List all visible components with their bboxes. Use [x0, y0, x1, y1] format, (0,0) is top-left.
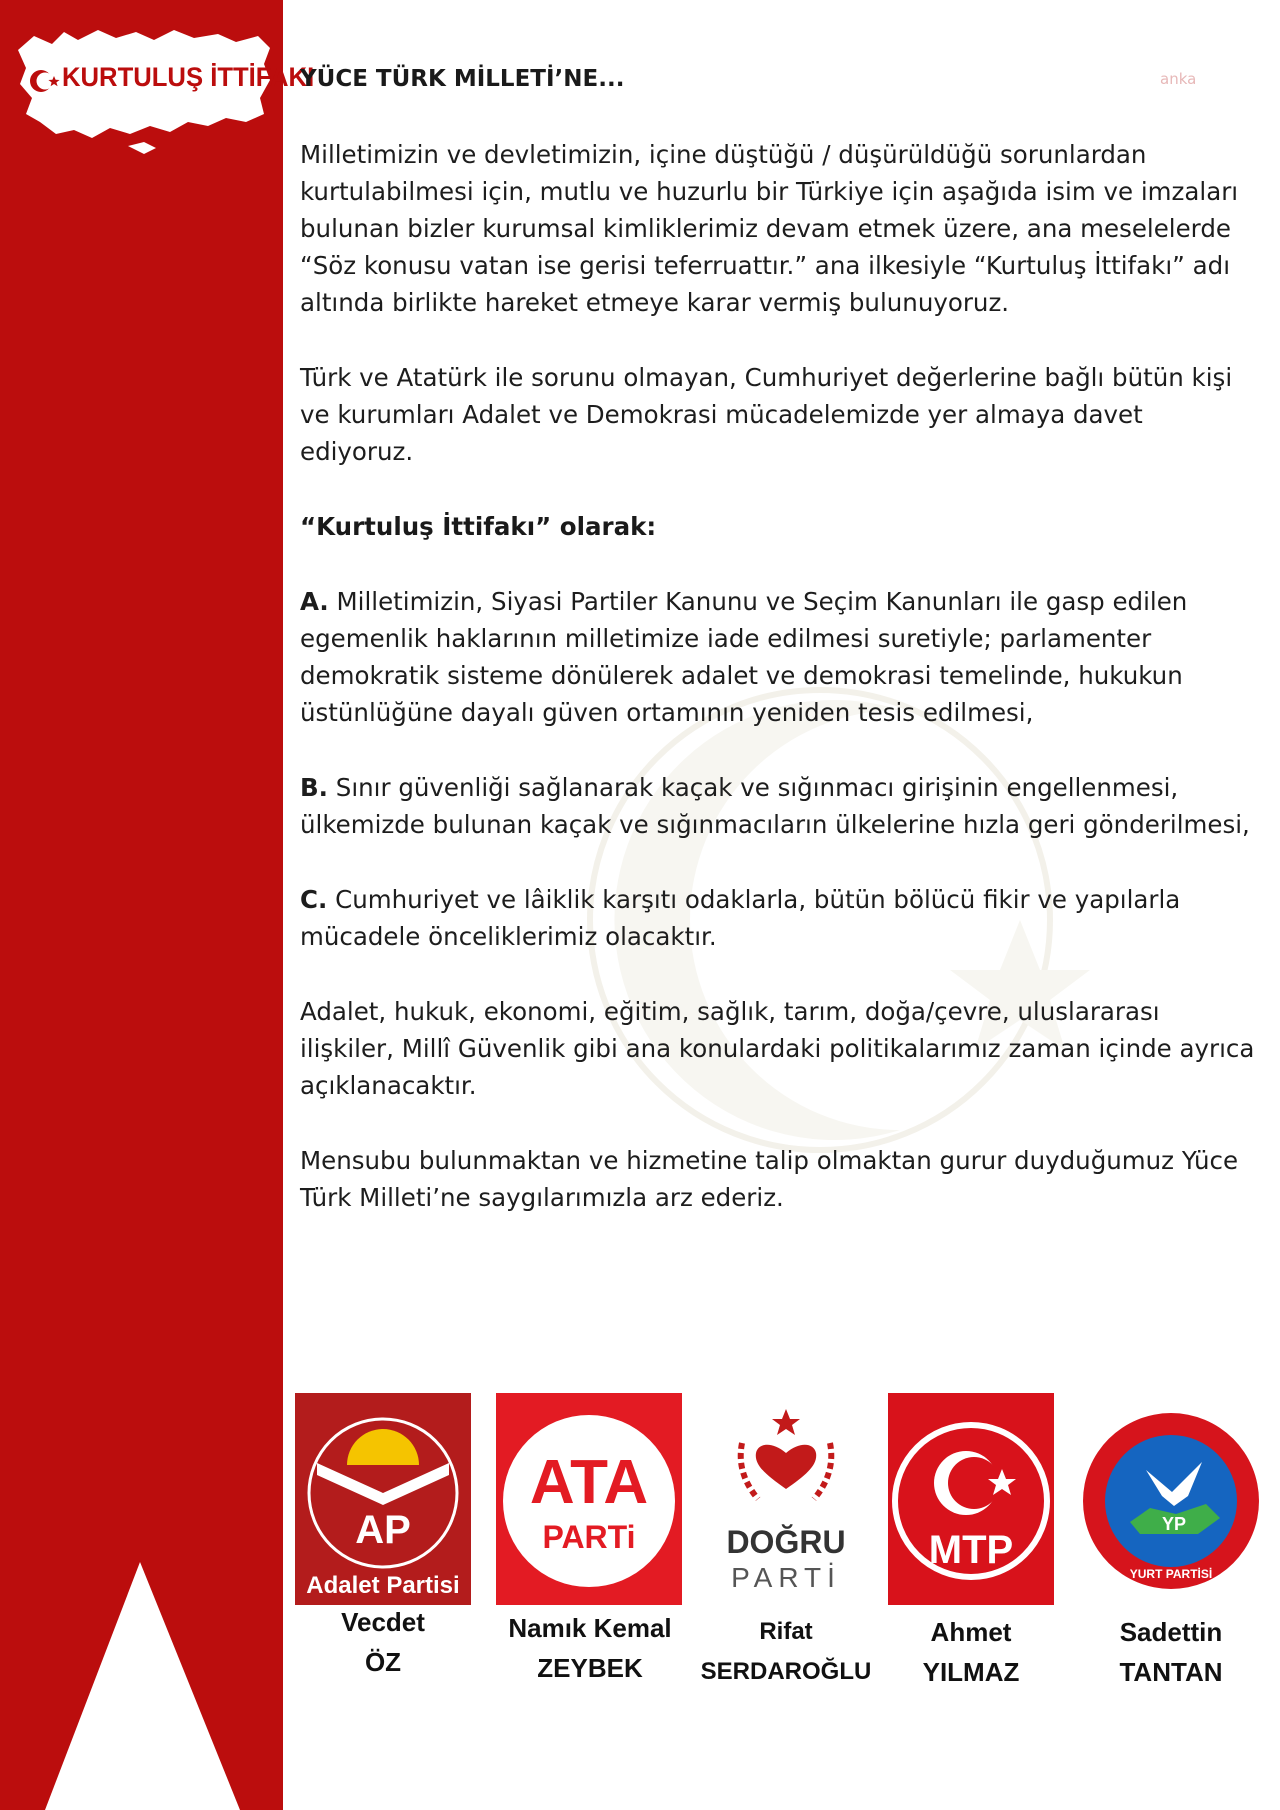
- item-a: [300, 583, 1260, 731]
- signatory-1-last: ÖZ: [364, 1647, 402, 1677]
- yp-abbr: YP: [1161, 1514, 1187, 1534]
- signatory-4-first: Ahmet: [930, 1617, 1012, 1647]
- signatory-3: [686, 1612, 886, 1692]
- page-title: YÜCE TÜRK MİLLETİ’NE...: [300, 66, 625, 92]
- logo-text: KURTULUŞ İTTİFAKI: [62, 62, 315, 92]
- mtp-logo: [888, 1393, 1054, 1605]
- signatory-2: [480, 1608, 700, 1688]
- item-b-label: B.: [300, 773, 328, 802]
- signatory-5: [1080, 1612, 1262, 1692]
- ap-full: Adalet Partisi: [306, 1572, 460, 1599]
- signatory-4-last: YILMAZ: [922, 1657, 1020, 1687]
- signatory-1-first: Vecdet: [341, 1607, 425, 1637]
- dogru-full: PARTİ: [731, 1562, 841, 1593]
- ap-abbr: AP: [355, 1508, 411, 1552]
- signatory-2-last: ZEYBEK: [537, 1653, 643, 1683]
- item-c: [300, 881, 1260, 955]
- paragraph-1: Milletimizin ve devletimizin, içine düştüğü / düşürüldüğü sorunlardan kurtulabilmesi için, mutlu ve huzurlu bir Türkiye için aşağıda isim ve imzaları bulunan bizler kurumsal kimliklerimiz devam etmek üzere, ana meselelerde “Söz konusu vatan ise gerisi teferruattır.” ana ilkesiyle “Kurtuluş İttifakı” adı altında birlikte hareket etmeye karar vermiş bulunuyoruz.: [300, 140, 1239, 317]
- signatory-5-first: Sadettin: [1119, 1617, 1223, 1647]
- item-a-label: A.: [300, 587, 329, 616]
- sidebar-triangle: [0, 0, 283, 1810]
- item-c-label: C.: [300, 885, 328, 914]
- item-a-text: Milletimizin, Siyasi Partiler Kanunu ve Seçim Kanunları ile gasp edilen egemenlik haklarının milletimize iade edilmesi suretiyle; parlamenter demokratik sisteme dönülerek adalet ve demokrasi temelinde, hukukun üstünlüğüne dayalı güven ortamının yeniden tesis edilmesi,: [300, 587, 1188, 727]
- item-b: [300, 769, 1260, 843]
- ata-parti-logo: [496, 1393, 682, 1605]
- item-b-text: Sınır güvenliği sağlanarak kaçak ve sığınmacı girişinin engellenmesi, ülkemizde bulunan kaçak ve sığınmacıların ülkelerine hızla geri gönderilmesi,: [300, 773, 1250, 839]
- adalet-partisi-logo: [295, 1393, 471, 1605]
- letter-body: [300, 66, 1260, 1254]
- yp-full: YURT PARTİSİ: [1129, 1567, 1213, 1581]
- turkey-map-logo: [12, 22, 274, 172]
- signatory-3-first: Rifat: [759, 1618, 813, 1645]
- ata-full: PARTi: [542, 1519, 636, 1555]
- signatory-1: [295, 1602, 471, 1682]
- dogru-abbr: DOĞRU: [726, 1524, 846, 1560]
- signatory-4: [888, 1612, 1054, 1692]
- signatory-2-first: Namık Kemal: [508, 1613, 672, 1643]
- paragraph-3: Adalet, hukuk, ekonomi, eğitim, sağlık, tarım, doğa/çevre, uluslararası ilişkiler, Millî Güvenlik gibi ana konulardaki politikalarımız zaman içinde ayrıca açıklanacaktır.: [300, 997, 1255, 1100]
- signatory-3-last: SERDAROĞLU: [700, 1658, 872, 1685]
- section-heading: “Kurtuluş İttifakı” olarak:: [300, 512, 657, 541]
- mtp-abbr: MTP: [928, 1528, 1014, 1572]
- yurt-partisi-logo: [1080, 1410, 1262, 1592]
- crescent-star-icon: [28, 66, 62, 96]
- ata-abbr: ATA: [529, 1448, 649, 1517]
- signatory-5-last: TANTAN: [1119, 1657, 1223, 1687]
- dogru-parti-logo: [706, 1393, 866, 1605]
- paragraph-2: Türk ve Atatürk ile sorunu olmayan, Cumhuriyet değerlerine bağlı bütün kişi ve kurumları Adalet ve Demokrasi mücadelemizde yer almaya davet ediyoruz.: [300, 363, 1233, 466]
- watermark: anka: [1160, 70, 1197, 88]
- paragraph-4: Mensubu bulunmaktan ve hizmetine talip olmaktan gurur duyduğumuz Yüce Türk Milleti’ne saygılarımızla arz ederiz.: [300, 1146, 1239, 1212]
- item-c-text: Cumhuriyet ve lâiklik karşıtı odaklarla, bütün bölücü fikir ve yapılarla mücadele önceliklerimiz olacaktır.: [300, 885, 1181, 951]
